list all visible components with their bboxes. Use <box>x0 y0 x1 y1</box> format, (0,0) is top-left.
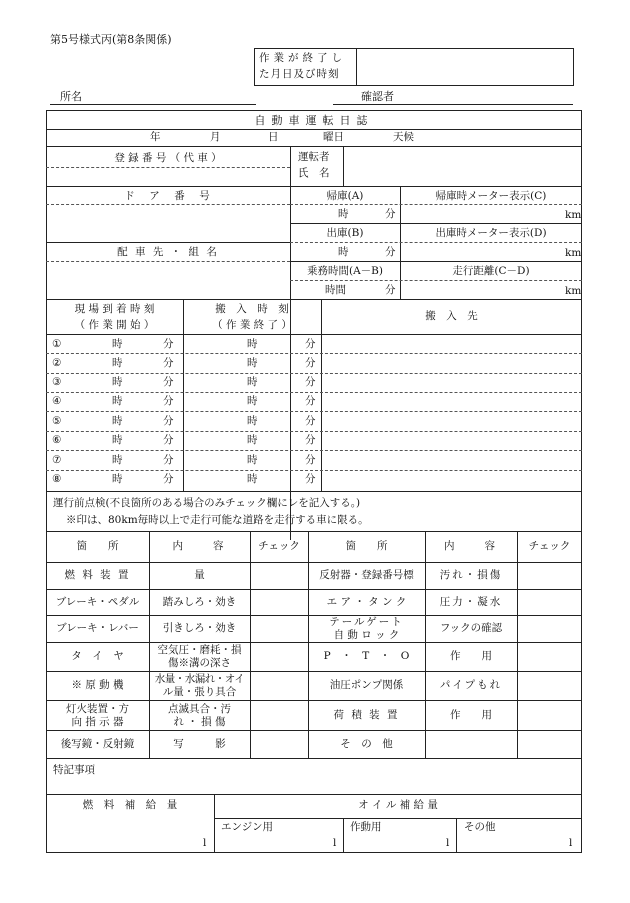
end-time-label-1: 作業が終了し <box>259 52 346 64</box>
oil-label: オ イ ル 補 給 量 <box>358 799 438 811</box>
content-lights-1: 点滅具合・汚 <box>168 703 231 715</box>
content-mirrors: 写 影 <box>173 738 226 750</box>
boarding-hours-unit: 時間 <box>325 284 346 296</box>
distance-label: 走行距離(C－D) <box>452 265 530 277</box>
arrival-minute-unit: 分 <box>163 434 174 446</box>
content-tire-2: 傷※溝の深さ <box>168 657 231 669</box>
carry-in-minute-unit: 分 <box>305 395 316 407</box>
destination-field[interactable] <box>323 374 580 390</box>
content-hydraulic-pump: パイプもれ <box>439 679 503 691</box>
year-label: 年 <box>150 131 161 143</box>
carry-in-hour-unit: 時 <box>247 473 258 485</box>
confirmer-field[interactable] <box>400 89 570 104</box>
arrival-hour-unit: 時 <box>112 338 123 350</box>
carry-in-hour-unit: 時 <box>247 434 258 446</box>
distance-field[interactable] <box>402 281 562 298</box>
distance-km-unit: km <box>565 285 582 297</box>
fuel-unit: l <box>203 837 207 849</box>
day-label: 日 <box>268 131 279 143</box>
trip-row-number: ⑤ <box>52 415 62 427</box>
arrival-header-1: 現 場 到 着 時 刻 <box>74 303 155 315</box>
check-pto[interactable] <box>519 644 580 669</box>
arrival-hour-unit: 時 <box>112 454 123 466</box>
end-time-label-2: た月日及び時刻 <box>259 68 340 80</box>
destination-field[interactable] <box>323 452 580 468</box>
arrival-minute-unit: 分 <box>163 473 174 485</box>
end-time-field[interactable] <box>356 48 574 86</box>
check-lights[interactable] <box>252 702 306 728</box>
check-reflector[interactable] <box>519 564 580 587</box>
departure-garage-label: 出庫(B) <box>326 227 364 239</box>
return-km-unit: km <box>565 209 582 221</box>
carry-in-hour-unit: 時 <box>247 338 258 350</box>
door-label: ド ア 番 号 <box>124 190 212 202</box>
departure-hour-unit: 時 <box>338 246 349 258</box>
carry-in-minute-unit: 分 <box>305 415 316 427</box>
form-number: 第5号様式丙(第8条関係) <box>50 33 172 46</box>
check-header-left: チェック <box>258 540 300 552</box>
arrival-minute-unit: 分 <box>163 395 174 407</box>
content-header-right: 内 容 <box>444 540 498 552</box>
check-engine[interactable] <box>252 673 306 698</box>
arrival-minute-unit: 分 <box>163 357 174 369</box>
trip-row-number: ③ <box>52 376 62 388</box>
part-mirrors: 後写鏡・反射鏡 <box>60 738 135 750</box>
month-label: 月 <box>210 131 221 143</box>
departure-meter-label: 出庫時メーター表示(D) <box>435 227 547 239</box>
dispatch-label: 配 車 先 ・ 組 名 <box>117 246 219 258</box>
check-other[interactable] <box>519 732 580 756</box>
content-reflector: 汚れ・損傷 <box>439 569 503 581</box>
carry-in-hour-unit: 時 <box>247 454 258 466</box>
arrival-hour-unit: 時 <box>112 376 123 388</box>
return-time-field[interactable] <box>292 205 398 222</box>
carry-in-minute-unit: 分 <box>305 454 316 466</box>
trip-row-number: ⑧ <box>52 473 62 485</box>
content-tire-1: 空気圧・磨耗・損 <box>157 644 242 656</box>
boarding-minute-unit: 分 <box>385 284 396 296</box>
driver-label-1: 運転者 <box>298 151 330 163</box>
check-tire[interactable] <box>252 644 306 669</box>
dispatch-field[interactable] <box>48 263 288 297</box>
trip-row-number: ⑥ <box>52 434 62 446</box>
oil-engine-unit: l <box>333 837 337 849</box>
return-garage-label: 帰庫(A) <box>326 190 364 202</box>
arrival-hour-unit: 時 <box>112 357 123 369</box>
check-tailgate[interactable] <box>519 617 580 640</box>
weather-label: 天候 <box>393 131 414 143</box>
oil-hydraulic-label: 作動用 <box>350 821 382 833</box>
departure-time-field[interactable] <box>292 243 398 260</box>
remarks-field[interactable] <box>48 778 580 792</box>
content-pto: 作 用 <box>450 650 492 662</box>
carry-in-header-1: 搬 入 時 刻 <box>215 303 289 315</box>
arrival-minute-unit: 分 <box>163 376 174 388</box>
fuel-amount-field[interactable] <box>48 818 198 851</box>
fuel-label: 燃 料 補 給 量 <box>82 799 178 811</box>
driver-name-field[interactable] <box>345 148 580 184</box>
content-engine-1: 水量・水漏れ・オイ <box>154 673 245 685</box>
carry-in-minute-unit: 分 <box>305 473 316 485</box>
inspection-footnote: ※印は、80km毎時以上で走行可能な道路を走行する車に限る。 <box>66 514 369 526</box>
content-other-field[interactable] <box>427 732 515 756</box>
arrival-minute-unit: 分 <box>163 415 174 427</box>
check-air-tank[interactable] <box>519 591 580 613</box>
carry-in-minute-unit: 分 <box>305 434 316 446</box>
part-tailgate-1: テールゲート <box>329 616 404 628</box>
arrival-hour-unit: 時 <box>112 434 123 446</box>
part-loading-device: 荷 積 装 置 <box>333 709 400 721</box>
boarding-time-label: 乗務時間(A－B) <box>307 265 383 277</box>
trip-row-number: ⑦ <box>52 454 62 466</box>
registration-label: 登 録 番 号 （ 代 車 ） <box>114 152 222 164</box>
departure-meter-field[interactable] <box>402 243 562 260</box>
registration-field[interactable] <box>48 168 288 185</box>
place-label: 所名 <box>60 90 82 103</box>
check-mirrors[interactable] <box>252 732 306 756</box>
oil-engine-field[interactable] <box>216 834 328 851</box>
part-reflector: 反射器・登録番号標 <box>319 569 414 581</box>
oil-other-field[interactable] <box>458 834 564 851</box>
confirmer-label: 確認者 <box>361 90 394 103</box>
part-other: そ の 他 <box>340 738 393 750</box>
trip-row-number: ② <box>52 357 62 369</box>
part-hydraulic-pump: 油圧ポンプ関係 <box>329 679 404 691</box>
arrival-minute-unit: 分 <box>163 338 174 350</box>
departure-minute-unit: 分 <box>385 246 396 258</box>
part-fuel-system: 燃 料 装 置 <box>64 569 131 581</box>
part-header-left: 箇 所 <box>76 540 119 552</box>
part-header-right: 箇 所 <box>345 540 388 552</box>
carry-in-hour-unit: 時 <box>247 376 258 388</box>
return-meter-label: 帰庫時メーター表示(C) <box>435 190 547 202</box>
remarks-label: 特記事項 <box>53 764 95 776</box>
part-pto: P ・ T ・ O <box>323 650 410 662</box>
check-hydraulic-pump[interactable] <box>519 673 580 698</box>
destination-field[interactable] <box>323 355 580 371</box>
carry-in-minute-unit: 分 <box>305 357 316 369</box>
oil-other-label: その他 <box>464 821 496 833</box>
destination-field[interactable] <box>323 336 580 352</box>
page-title: 自動車運転日誌 <box>254 114 374 127</box>
trip-row-number: ① <box>52 338 62 350</box>
part-tailgate-2: 自 動 ロ ッ ク <box>333 629 400 641</box>
trip-row-number: ④ <box>52 395 62 407</box>
carry-in-hour-unit: 時 <box>247 395 258 407</box>
destination-field[interactable] <box>323 393 580 409</box>
content-lights-2: れ ・ 損 傷 <box>173 716 226 728</box>
inspection-note: 運行前点検(不良箇所のある場合のみチェック欄にレを記入する。) <box>53 497 361 509</box>
check-loading-device[interactable] <box>519 702 580 728</box>
oil-engine-label: エンジン用 <box>221 821 273 833</box>
check-brake-lever[interactable] <box>252 617 306 640</box>
content-fuel-amount: 量 <box>194 569 205 581</box>
check-header-right: チェック <box>528 540 571 552</box>
arrival-header-2: （ 作 業 開 始 ） <box>74 319 155 331</box>
content-brake-lever: 引きしろ・効き <box>162 622 237 634</box>
door-number-field[interactable] <box>48 206 288 240</box>
content-brake-pedal: 踏みしろ・効き <box>162 596 237 608</box>
content-header-left: 内 容 <box>172 540 227 552</box>
carry-in-header-2: （ 作 業 終 了 ） <box>212 319 292 331</box>
oil-other-unit: l <box>569 837 573 849</box>
departure-km-unit: km <box>565 247 582 259</box>
return-hour-unit: 時 <box>338 208 349 220</box>
part-brake-pedal: ブレーキ・ペダル <box>55 596 140 608</box>
destination-field[interactable] <box>323 432 580 448</box>
content-air-tank: 圧力・凝水 <box>439 596 503 608</box>
boarding-time-field[interactable] <box>292 281 398 298</box>
part-lights-2: 向 指 示 器 <box>71 716 124 728</box>
carry-in-hour-unit: 時 <box>247 415 258 427</box>
destination-field[interactable] <box>323 412 580 428</box>
carry-in-minute-unit: 分 <box>305 338 316 350</box>
arrival-hour-unit: 時 <box>112 473 123 485</box>
part-tire: タ イ ヤ <box>71 650 124 662</box>
part-lights-1: 灯火装置・方 <box>66 703 129 715</box>
oil-hydraulic-unit: l <box>446 837 450 849</box>
arrival-hour-unit: 時 <box>112 415 123 427</box>
driver-label-2: 氏 名 <box>298 167 330 179</box>
part-engine: ※ 原 動 機 <box>71 679 124 691</box>
part-air-tank: エ ア ・ タ ン ク <box>326 596 407 608</box>
part-brake-lever: ブレーキ・レバー <box>56 622 139 634</box>
place-field[interactable] <box>90 89 255 104</box>
arrival-hour-unit: 時 <box>112 395 123 407</box>
check-fuel-system[interactable] <box>252 564 306 587</box>
weekday-label: 曜日 <box>323 131 344 143</box>
return-meter-field[interactable] <box>402 205 562 222</box>
destination-header: 搬 入 先 <box>425 310 478 322</box>
content-loading-device: 作 用 <box>450 709 492 721</box>
carry-in-hour-unit: 時 <box>247 357 258 369</box>
content-engine-2: ル量・張り具合 <box>162 686 237 698</box>
content-tailgate: フックの確認 <box>439 622 503 634</box>
arrival-minute-unit: 分 <box>163 454 174 466</box>
destination-field[interactable] <box>323 471 580 487</box>
return-minute-unit: 分 <box>385 208 396 220</box>
carry-in-minute-unit: 分 <box>305 376 316 388</box>
oil-hydraulic-field[interactable] <box>345 834 441 851</box>
check-brake-pedal[interactable] <box>252 591 306 613</box>
